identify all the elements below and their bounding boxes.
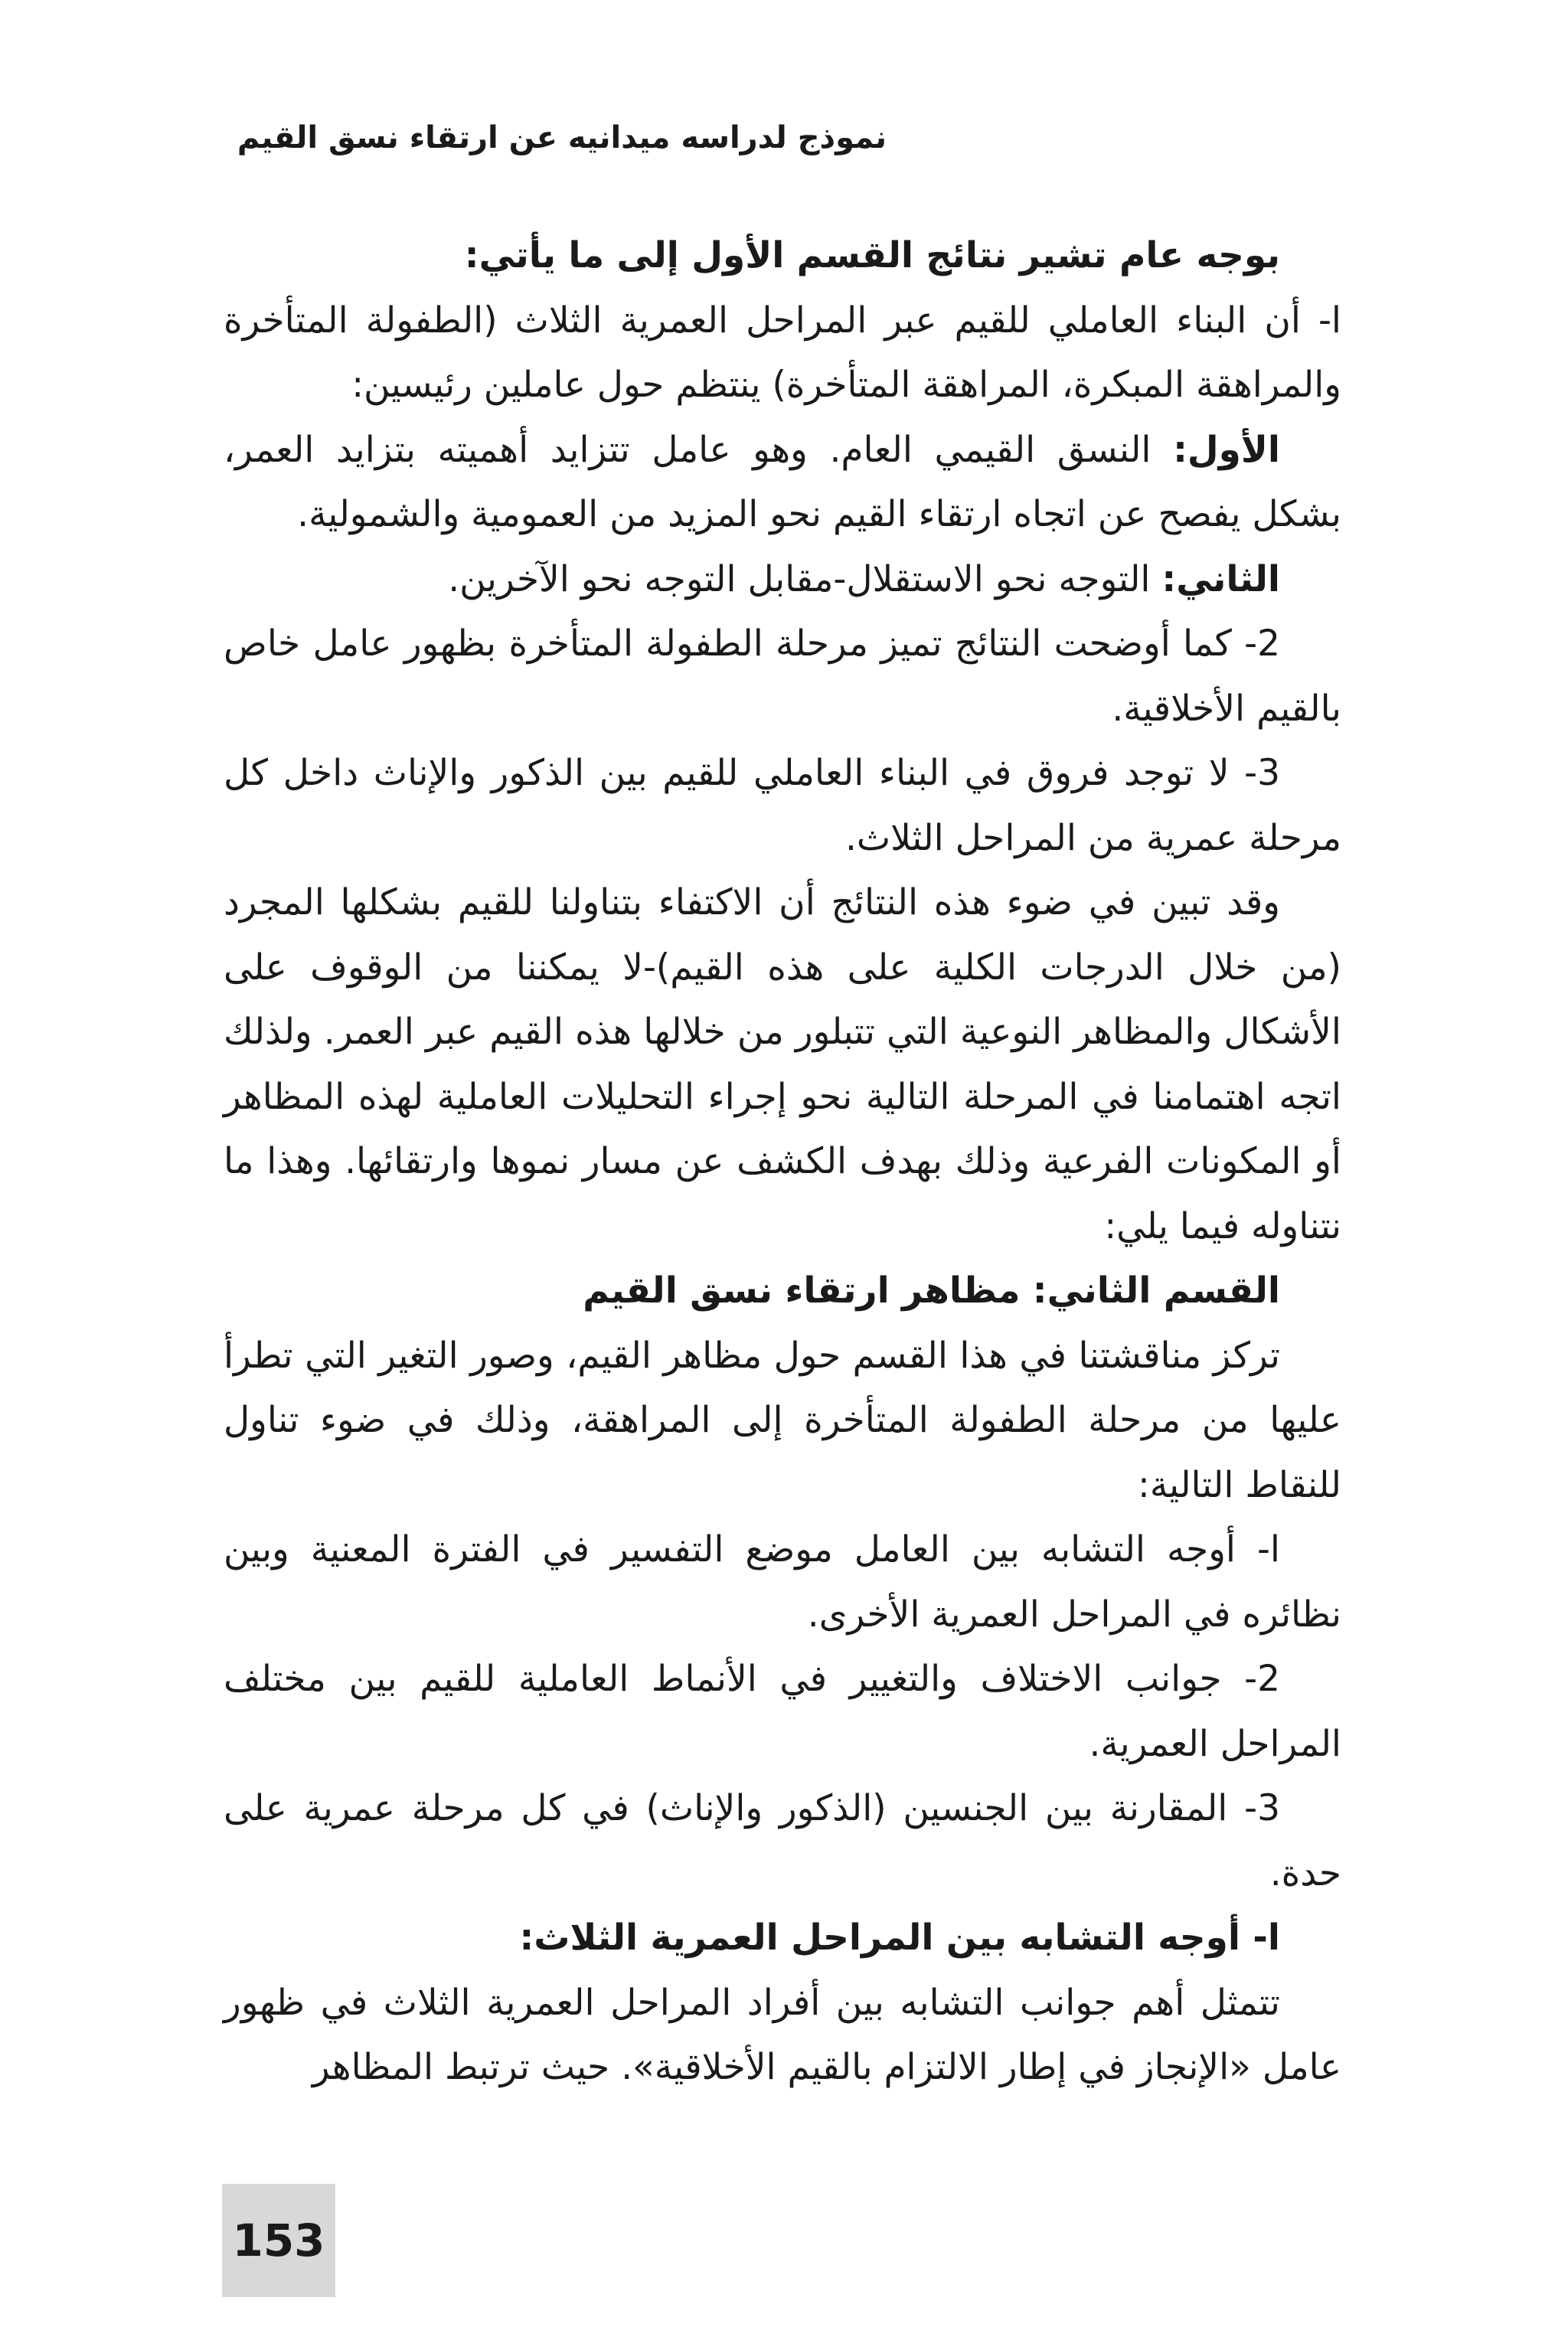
paragraph-item-1: ا- أوجه التشابه بين العامل موضع التفسير في الفترة المعنية وبين نظائره في المراحل العمرية الأخرى.	[224, 1528, 1341, 1636]
first-factor-text: النسق القيمي العام. وهو عامل تتزايد أهميته بتزايد العمر، بشكل يفصح عن اتجاه ارتقاء القيم نحو المزيد من العمومية والشمولية.	[224, 428, 1341, 535]
paragraph-point-3: 3- لا توجد فروق في البناء العاملي للقيم بين الذكور والإناث داخل كل مرحلة عمرية من المراحل الثلاث.	[224, 752, 1341, 859]
paragraph-point-2: 2- كما أوضحت النتائج تميز مرحلة الطفولة المتأخرة بظهور عامل خاص بالقيم الأخلاقية.	[224, 623, 1341, 730]
first-factor-label: الأول:	[1173, 428, 1280, 471]
paragraph-discussion: وقد تبين في ضوء هذه النتائج أن الاكتفاء بتناولنا للقيم بشكلها المجرد (من خلال الدرجات الكلية على هذه القيم)-لا يمكننا من الوقوف على الأشكال والمظاهر النوعية التي تتبلور من خلالها هذه القيم عبر العمر. ولذلك اتجه اهتمامنا في المرحلة التالية نحو إجراء التحليلات العاملية لهذه المظاهر أو المكونات الفرعية وذلك بهدف الكشف عن مسار نموها وارتقائها. وهذا ما نتناوله فيما يلي:	[224, 881, 1341, 1247]
paragraph-summary-intro: بوجه عام تشير نتائج القسم الأول إلى ما يأتي:	[464, 234, 1280, 276]
second-factor-text: التوجه نحو الاستقلال-مقابل التوجه نحو الآخرين.	[448, 557, 1162, 600]
page-number: 153	[232, 2214, 325, 2267]
page-number-box	[222, 2184, 335, 2297]
section-heading-part-two: القسم الثاني: مظاهر ارتقاء نسق القيم	[583, 1270, 1280, 1312]
paragraph-first-factor	[224, 418, 1341, 547]
body-text	[224, 224, 1341, 2100]
paragraph-similarities: تتمثل أهم جوانب التشابه بين أفراد المراحل العمرية الثلاث في ظهور عامل «الإنجاز في إطار الالتزام بالقيم الأخلاقية». حيث ترتبط المظاهر	[224, 1981, 1341, 2088]
paragraph-item-3: 3- المقارنة بين الجنسين (الذكور والإناث) في كل مرحلة عمرية على حدة.	[224, 1787, 1341, 1894]
second-factor-label: الثاني:	[1161, 557, 1280, 600]
paragraph-item-2: 2- جوانب الاختلاف والتغيير في الأنماط العاملية للقيم بين مختلف المراحل العمرية.	[224, 1658, 1341, 1765]
paragraph-part-two-intro: تركز مناقشتنا في هذا القسم حول مظاهر القيم، وصور التغير التي تطرأ عليها من مرحلة الطفولة المتأخرة إلى المراهقة، وذلك في ضوء تناول للنقاط التالية:	[224, 1334, 1341, 1506]
running-header: نموذج لدراسه ميدانيه عن ارتقاء نسق القيم	[237, 120, 887, 155]
paragraph-second-factor	[224, 547, 1341, 613]
paragraph-point-1: ا- أن البناء العاملي للقيم عبر المراحل العمرية الثلاث (الطفولة المتأخرة والمراهقة المبكرة، المراهقة المتأخرة) ينتظم حول عاملين رئيسين:	[224, 299, 1341, 406]
subheading-similarities: ا- أوجه التشابه بين المراحل العمرية الثلاث:	[519, 1917, 1280, 1959]
